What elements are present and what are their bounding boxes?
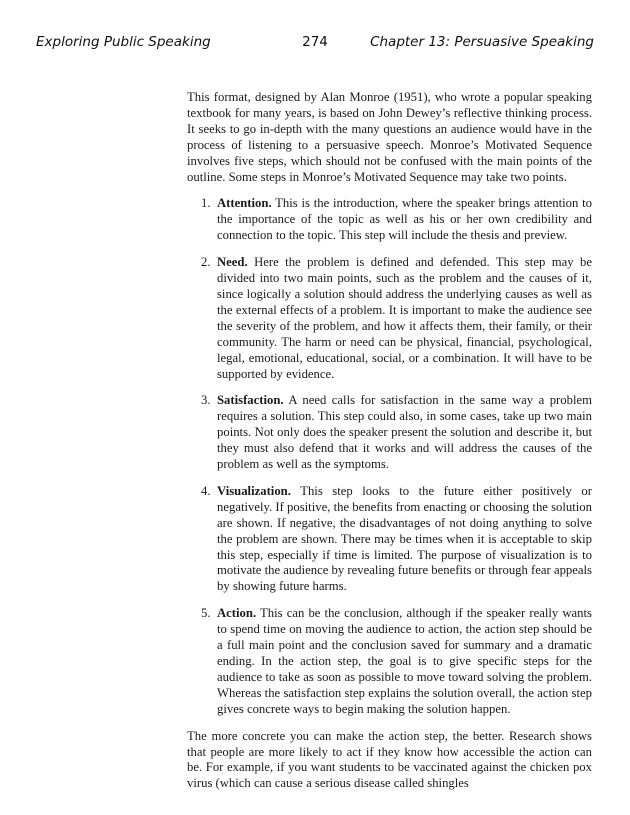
- book-title: Exploring Public Speaking: [36, 34, 211, 50]
- intro-paragraph: This format, designed by Alan Monroe (1951), who wrote a popular speaking textbook for many years, is based on John Dewey’s reflective thinking process. It seeks to go in-depth with the many questions an audience would have in the process of listening to a persuasive speech. Monroe’s Motivated Sequence involves five steps, which should not be confused with the main points of the outline. Some steps in Monroe’s Motivated Sequence may take two points.: [187, 90, 592, 184]
- step-number: 2.: [201, 255, 211, 270]
- closing-paragraph: The more concrete you can make the action step, the better. Research shows that people are more likely to act if they know how accessible the action can be. For example, if you want students to be vaccinated against the chicken pox virus (which can cause a serious disease called shingles: [187, 728, 592, 791]
- step-term: Action.: [217, 606, 257, 621]
- step-text: Here the problem is defined and defended. This step may be divided into two main points, such as the problem and the causes of it, since logically a solution should address the underlying causes as well as the external effects of a problem. It is important to make the audience see the severity of the problem, and how it affects them, their family, or their community. The harm or need can be physical, financial, psychological, legal, emotional, educational, social, or a combination. It will have to be supported by evidence.: [217, 255, 592, 381]
- step-term: Need.: [217, 255, 248, 270]
- step-text: This can be the conclusion, although if the speaker really wants to spend time on moving the audience to action, the action step should be a full main point and the conclusion saved for summary and a dramatic ending. In the action step, the goal is to give specific steps for the audience to take as soon as possible to move toward solving the problem. Whereas the satisfaction step explains the solution overall, the action step gives concrete ways to begin making the solution happen.: [217, 606, 592, 716]
- step-term: Visualization.: [217, 483, 291, 498]
- running-header: [36, 34, 594, 54]
- page-number: 274: [302, 34, 328, 50]
- list-item: [187, 606, 592, 717]
- step-text: A need calls for satisfaction in the same way a problem requires a solution. This step could also, in some cases, take up two main points. Not only does the speaker present the solution and describe it, but they must also defend that it works and will address the causes of the problem as well as the symptoms.: [217, 393, 592, 472]
- list-item: [187, 196, 592, 244]
- list-item: [187, 393, 592, 473]
- motivated-sequence-list: [187, 196, 592, 717]
- page-body: [187, 90, 592, 792]
- step-term: Attention.: [217, 196, 272, 211]
- step-text: This step looks to the future either positively or negatively. If positive, the benefits from enacting or choosing the solution are shown. If negative, the disadvantages of not doing anything to solve the problem are shown. There may be times when it is acceptable to skip this step, especially if time is limited. The purpose of visualization is to motivate the audience by revealing future benefits or through fear appeals by showing future harms.: [217, 483, 592, 594]
- step-number: 1.: [201, 196, 211, 211]
- list-item: [187, 484, 592, 595]
- step-text: This is the introduction, where the speaker brings attention to the importance of the topic as well as his or her own credibility and connection to the topic. This step will include the thesis and preview.: [217, 196, 592, 243]
- step-term: Satisfaction.: [217, 393, 284, 408]
- step-number: 4.: [201, 483, 211, 498]
- list-item: [187, 255, 592, 382]
- step-number: 5.: [201, 606, 211, 621]
- chapter-title: Chapter 13: Persuasive Speaking: [370, 34, 594, 50]
- step-number: 3.: [201, 393, 211, 408]
